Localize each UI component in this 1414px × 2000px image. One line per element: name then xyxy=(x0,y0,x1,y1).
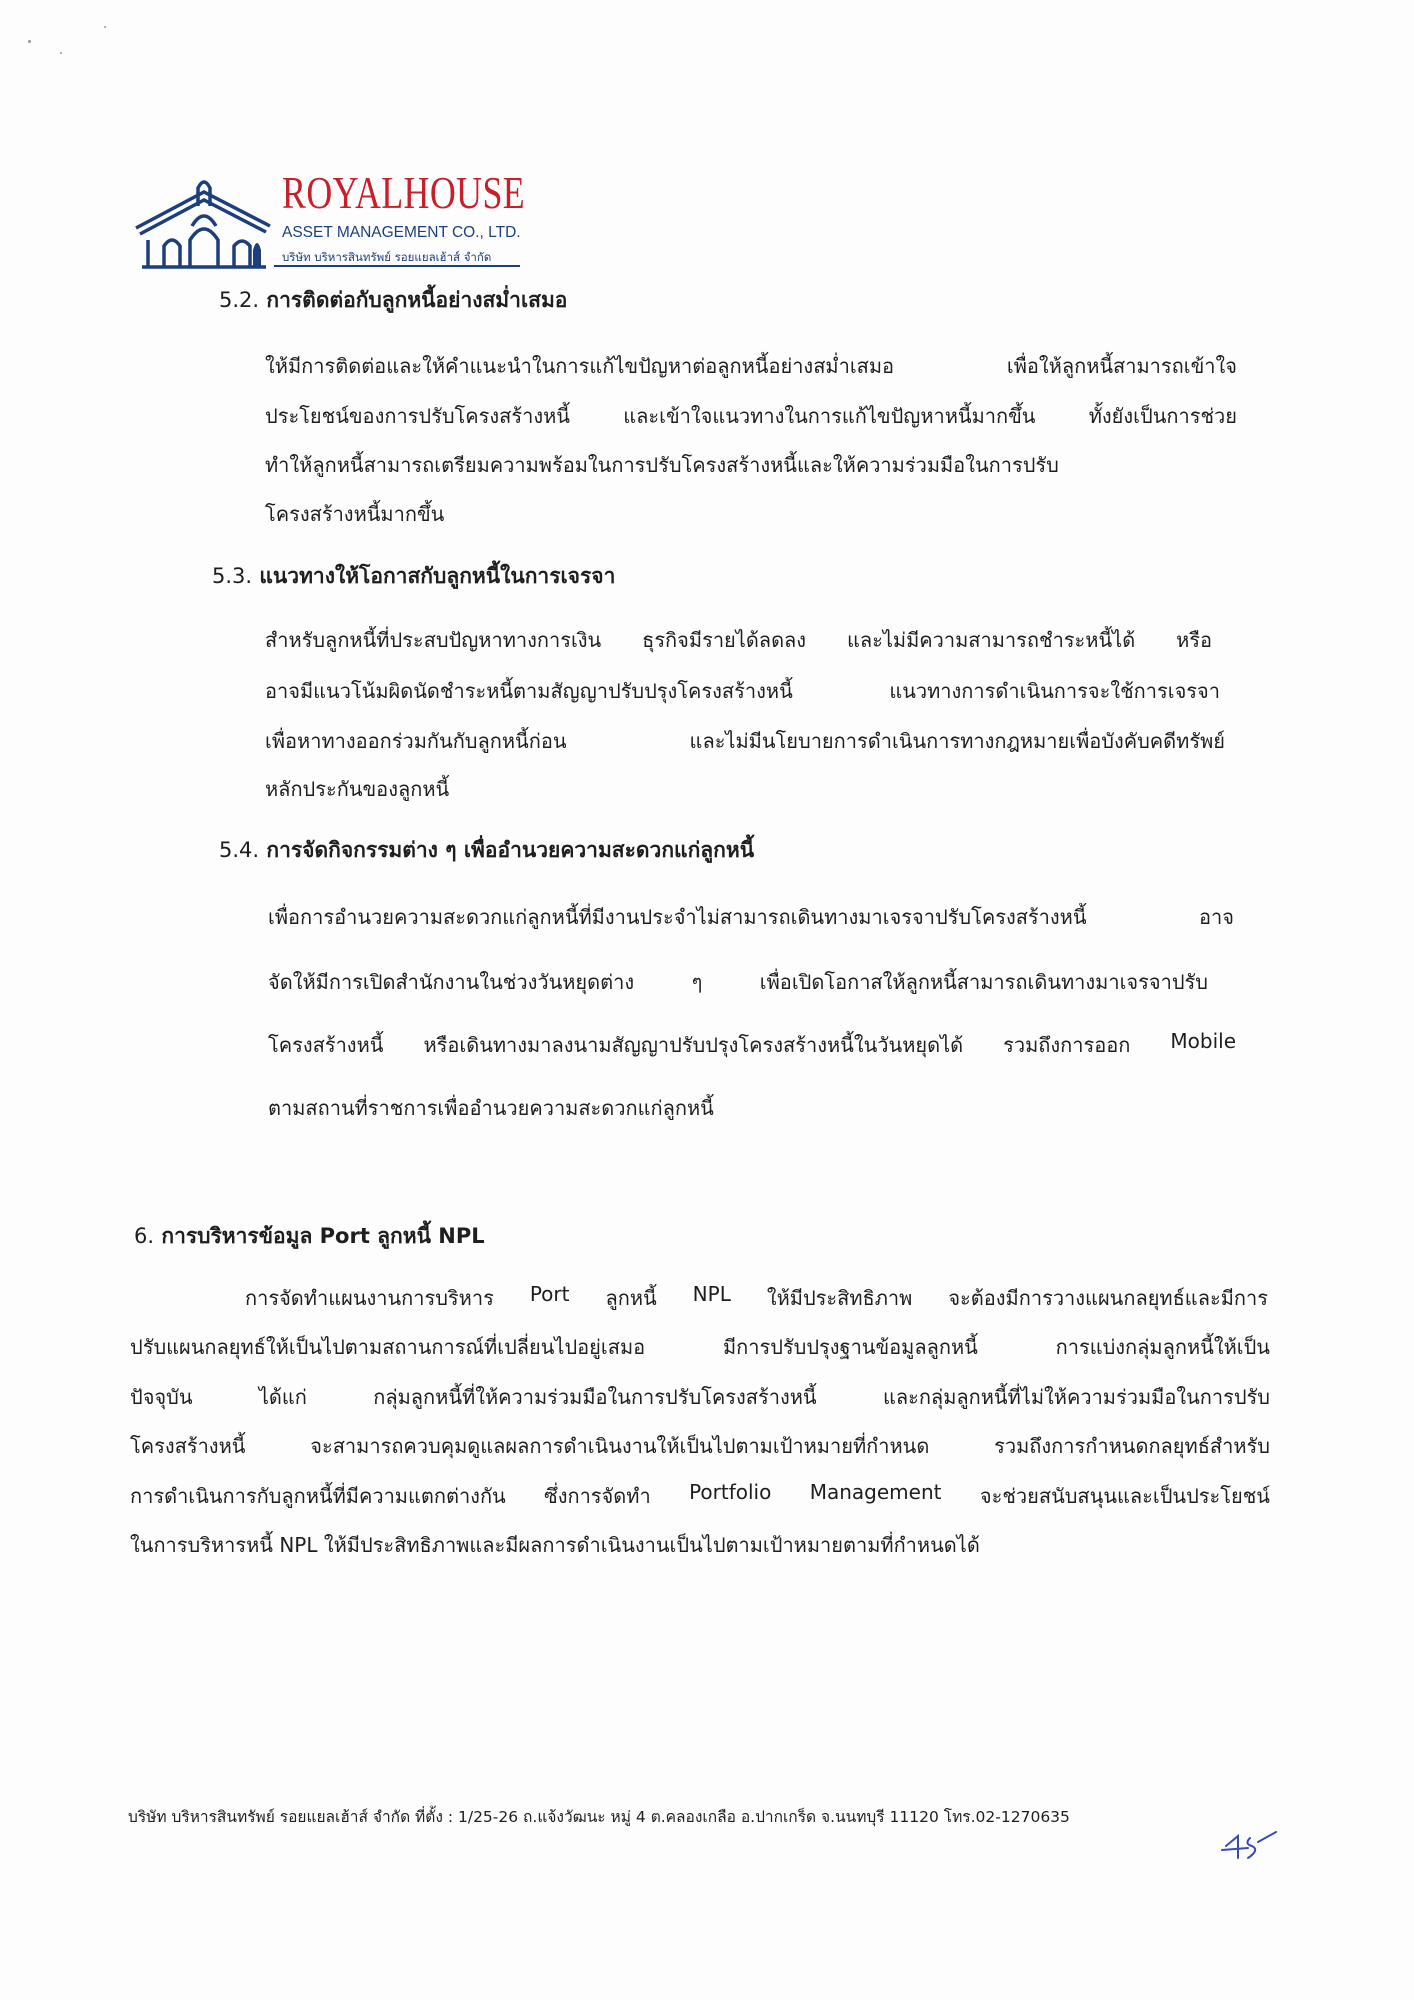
section-number: 5.4. xyxy=(219,838,260,862)
word: รวมถึงการกำหนดกลยุทธ์สำหรับ xyxy=(994,1434,1270,1458)
section-6-line-2 xyxy=(130,1331,1270,1363)
section-5-3-heading xyxy=(212,560,615,593)
section-title: การบริหารข้อมูล Port ลูกหนี้ NPL xyxy=(161,1224,485,1248)
word: Management xyxy=(809,1480,942,1504)
section-title: การติดต่อกับลูกหนี้อย่างสม่ำเสมอ xyxy=(266,288,568,312)
word: ลูกหนี้ xyxy=(605,1286,657,1310)
section-number: 5.3. xyxy=(212,564,253,588)
section-6-line-1 xyxy=(245,1282,1268,1314)
word: อาจ xyxy=(1199,905,1234,929)
word: จะต้องมีการวางแผนกลยุทธ์และมีการ xyxy=(948,1286,1268,1310)
word: จะสามารถควบคุมดูแลผลการดำเนินงานให้เป็นไปตามเป้าหมายที่กำหนด xyxy=(310,1434,930,1458)
section-5-3-line-4: หลักประกันของลูกหนี้ xyxy=(265,777,450,801)
word: จัดให้มีการเปิดสำนักงานในช่วงวันหยุดต่าง xyxy=(268,970,635,994)
scan-speck xyxy=(60,52,62,54)
word: เพื่อให้ลูกหนี้สามารถเข้าใจ xyxy=(1006,354,1237,378)
word: มีการปรับปรุงฐานข้อมูลลูกหนี้ xyxy=(722,1335,978,1359)
word: ทั้งยังเป็นการช่วย xyxy=(1088,404,1237,428)
section-5-2-line-3: ทำให้ลูกหนี้สามารถเตรียมความพร้อมในการปรับโครงสร้างหนี้และให้ความร่วมมือในการปรับ xyxy=(265,453,1059,477)
word: เพื่อเปิดโอกาสให้ลูกหนี้สามารถเดินทางมาเจรจาปรับ xyxy=(759,970,1208,994)
section-6-line-6: ในการบริหารหนี้ NPL ให้มีประสิทธิภาพและมีผลการดำเนินงานเป็นไปตามเป้าหมายตามที่กำหนดได้ xyxy=(130,1533,980,1557)
word: การดำเนินการกับลูกหนี้ที่มีความแตกต่างกัน xyxy=(130,1484,506,1508)
word: การแบ่งกลุ่มลูกหนี้ให้เป็น xyxy=(1055,1335,1270,1359)
word: และไม่มีความสามารถชำระหนี้ได้ xyxy=(846,628,1136,652)
word: ๆ xyxy=(691,970,703,994)
section-6-line-3 xyxy=(130,1381,1270,1413)
word: การจัดทำแผนงานการบริหาร xyxy=(245,1286,494,1310)
section-number: 6. xyxy=(134,1224,155,1248)
word: เพื่อหาทางออกร่วมกันกับลูกหนี้ก่อน xyxy=(265,729,567,753)
word: ประโยชน์ของการปรับโครงสร้างหนี้ xyxy=(265,404,570,428)
section-title: แนวทางให้โอกาสกับลูกหนี้ในการเจรจา xyxy=(259,564,616,588)
word: ซึ่งการจัดทำ xyxy=(544,1484,651,1508)
word: และเข้าใจแนวทางในการแก้ไขปัญหาหนี้มากขึ้น xyxy=(623,404,1036,428)
word: ให้มีการติดต่อและให้คำแนะนำในการแก้ไขปัญหาต่อลูกหนี้อย่างสม่ำเสมอ xyxy=(265,354,895,378)
logo-underline xyxy=(274,265,520,267)
word: Portfolio xyxy=(689,1480,772,1504)
word: ให้มีประสิทธิภาพ xyxy=(766,1286,913,1310)
company-brand-name: ROYALHOUSE xyxy=(282,167,526,218)
section-5-4-line-1 xyxy=(268,901,1234,933)
word: โครงสร้างหนี้ xyxy=(130,1434,246,1458)
word: แนวทางการดำเนินการจะใช้การเจรจา xyxy=(889,679,1220,703)
word: ธุรกิจมีรายได้ลดลง xyxy=(642,628,807,652)
section-5-3-line-2 xyxy=(265,675,1220,707)
section-number: 5.2. xyxy=(219,288,260,312)
word: กลุ่มลูกหนี้ที่ให้ความร่วมมือในการปรับโครงสร้างหนี้ xyxy=(373,1385,817,1409)
word: Mobile xyxy=(1170,1029,1236,1053)
section-6-heading xyxy=(134,1220,485,1253)
word: ปัจจุบัน xyxy=(130,1385,193,1409)
section-5-4-line-3 xyxy=(268,1029,1236,1061)
word: จะช่วยสนับสนุนและเป็นประโยชน์ xyxy=(979,1484,1270,1508)
section-title: การจัดกิจกรรมต่าง ๆ เพื่ออำนวยความสะดวกแก่ลูกหนี้ xyxy=(266,838,755,862)
section-5-4-line-2 xyxy=(268,966,1208,998)
word: ได้แก่ xyxy=(258,1385,307,1409)
word: NPL xyxy=(692,1282,731,1306)
word: หรือเดินทางมาลงนามสัญญาปรับปรุงโครงสร้างหนี้ในวันหยุดได้ xyxy=(423,1033,964,1057)
word: หรือ xyxy=(1176,628,1212,652)
section-6-line-5 xyxy=(130,1480,1270,1512)
word: สำหรับลูกหนี้ที่ประสบปัญหาทางการเงิน xyxy=(265,628,602,652)
word: และกลุ่มลูกหนี้ที่ไม่ให้ความร่วมมือในการปรับ xyxy=(882,1385,1270,1409)
building-logo-icon xyxy=(134,170,274,270)
scan-speck xyxy=(104,26,106,28)
word: และไม่มีนโยบายการดำเนินการทางกฎหมายเพื่อบังคับคดีทรัพย์ xyxy=(689,729,1225,753)
word: รวมถึงการออก xyxy=(1003,1033,1131,1057)
section-5-4-line-4: ตามสถานที่ราชการเพื่ออำนวยความสะดวกแก่ลูกหนี้ xyxy=(268,1096,714,1120)
scan-speck xyxy=(28,40,31,43)
company-thai-name: บริษัท บริหารสินทรัพย์ รอยแยลเฮ้าส์ จำกัด xyxy=(282,250,492,264)
section-5-3-line-1 xyxy=(265,624,1212,656)
section-5-2-line-1 xyxy=(265,350,1237,382)
company-logo xyxy=(134,167,534,276)
company-subtitle: ASSET MANAGEMENT CO., LTD. xyxy=(282,224,521,241)
word: โครงสร้างหนี้ xyxy=(268,1033,384,1057)
signature-mark xyxy=(1218,1828,1280,1864)
section-5-3-line-3 xyxy=(265,725,1225,757)
section-5-2-line-4: โครงสร้างหนี้มากขึ้น xyxy=(265,502,445,526)
section-5-2-line-2 xyxy=(265,400,1237,432)
section-6-line-4 xyxy=(130,1430,1270,1462)
word: เพื่อการอำนวยความสะดวกแก่ลูกหนี้ที่มีงานประจำไม่สามารถเดินทางมาเจรจาปรับโครงสร้างหนี้ xyxy=(268,905,1087,929)
word: ปรับแผนกลยุทธ์ให้เป็นไปตามสถานการณ์ที่เปลี่ยนไปอยู่เสมอ xyxy=(130,1335,646,1359)
section-5-4-heading xyxy=(219,834,754,867)
footer-address: บริษัท บริหารสินทรัพย์ รอยแยลเฮ้าส์ จำกัด ที่ตั้ง : 1/25-26 ถ.แจ้งวัฒนะ หมู่ 4 ต.คลองเกลือ อ.ปากเกร็ด จ.นนทบุรี 11120 โทร.02-1270635 xyxy=(128,1808,1070,1826)
section-5-2-heading xyxy=(219,284,567,317)
word: Port xyxy=(529,1282,570,1306)
word: อาจมีแนวโน้มผิดนัดชำระหนี้ตามสัญญาปรับปรุงโครงสร้างหนี้ xyxy=(265,679,793,703)
